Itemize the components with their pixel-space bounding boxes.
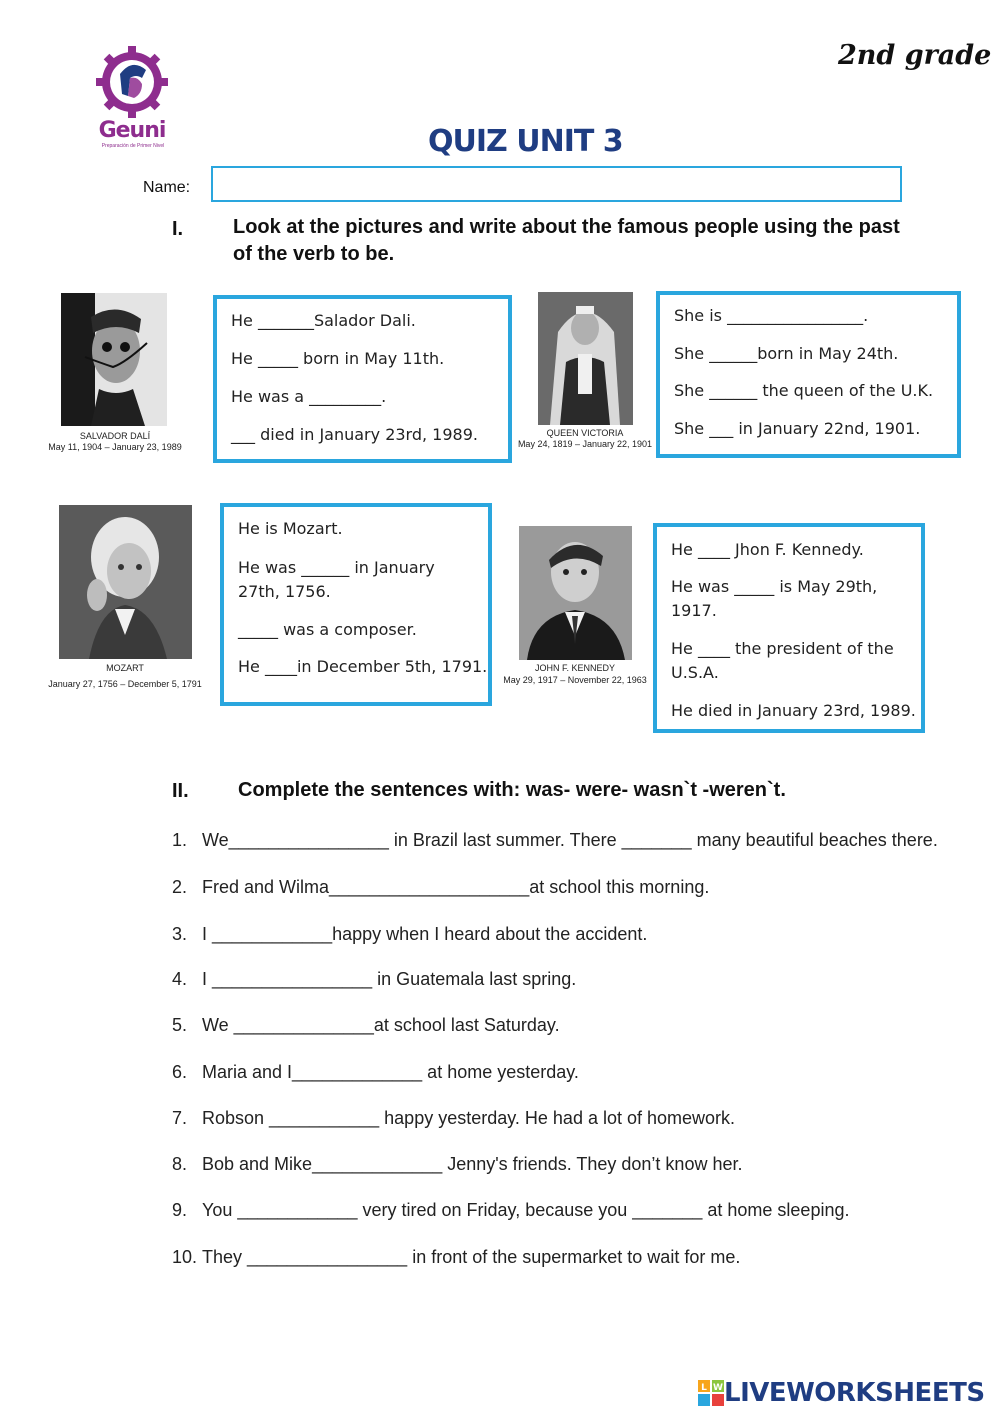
item-number: 9. (172, 1200, 188, 1220)
item-text: Maria and I_____________ at home yesterday. (202, 1062, 579, 1082)
kennedy-photo (519, 526, 632, 660)
list-item (172, 877, 709, 898)
caption-name: QUEEN VICTORIA (546, 428, 624, 438)
list-item (172, 1108, 735, 1129)
item-number: 2. (172, 877, 188, 897)
item-text: I ____________happy when I heard about the accident. (202, 924, 648, 944)
box-line: U.S.A. (671, 663, 719, 682)
box-line: _____ was a composer. (238, 620, 417, 639)
item-text: Bob and Mike_____________ Jenny's friends. They don’t know her. (202, 1154, 743, 1174)
list-item (172, 969, 576, 990)
kennedy-text-box (653, 523, 925, 733)
liveworksheets-logo[interactable] (698, 1378, 985, 1408)
item-text: I ________________ in Guatemala last spring. (202, 969, 577, 989)
page-title: QUIZ UNIT 3 (428, 124, 623, 159)
svg-text:L: L (701, 1383, 707, 1393)
caption-name: SALVADOR DALÍ (79, 431, 151, 441)
section-1-instruction: Look at the pictures and write about the famous people using the past of the verb to be. (233, 216, 900, 265)
caption-name: JOHN F. KENNEDY (534, 663, 615, 673)
svg-text:W: W (713, 1383, 723, 1393)
item-text: You ____________ very tired on Friday, because you _______ at home sleeping. (202, 1200, 850, 1220)
dali-photo (61, 293, 167, 426)
box-line: 27th, 1756. (238, 582, 331, 601)
box-line: 1917. (671, 601, 717, 620)
box-line: ___ died in January 23rd, 1989. (231, 425, 478, 444)
item-number: 6. (172, 1062, 188, 1082)
list-item (172, 1062, 579, 1083)
list-item (172, 924, 647, 945)
box-line: She is _________________. (674, 306, 869, 325)
box-line: He was ______ in January (238, 558, 435, 577)
item-number: 5. (172, 1015, 188, 1035)
box-line: He is Mozart. (238, 519, 343, 538)
gear-icon (92, 44, 172, 124)
box-line: He was a _________. (231, 387, 387, 406)
caption-dates: May 11, 1904 – January 23, 1989 (48, 442, 182, 452)
dali-text-box (213, 295, 512, 463)
box-line: He was _____ is May 29th, (671, 577, 878, 596)
box-line: She ______born in May 24th. (674, 344, 899, 363)
box-line: He ____in December 5th, 1791. (238, 657, 488, 676)
name-input[interactable] (211, 166, 902, 202)
box-line: She ______ the queen of the U.K. (674, 381, 934, 400)
item-number: 4. (172, 969, 188, 989)
name-label: Name: (143, 179, 191, 196)
logo-text: Geuni (98, 118, 166, 143)
box-line: He died in January 23rd, 1989. (671, 701, 916, 720)
queen-victoria-text-box (656, 291, 961, 458)
box-line: He _______Salador Dali. (231, 311, 416, 330)
item-text: Robson ___________ happy yesterday. He had a lot of homework. (202, 1108, 736, 1128)
queen-victoria-photo (538, 292, 633, 425)
caption-name: MOZART (106, 663, 144, 673)
list-item (172, 1154, 742, 1175)
mozart-photo (59, 505, 192, 659)
logo-subtitle: Preparación de Primer Nivel (101, 143, 165, 149)
footer-brand: LIVEWORKSHEETS (724, 1378, 985, 1408)
caption-dates: January 27, 1756 – December 5, 1791 (48, 679, 202, 689)
box-line: He _____ born in May 11th. (231, 349, 445, 368)
mozart-text-box (220, 503, 492, 706)
item-number: 1. (172, 830, 188, 850)
liveworksheets-badge-icon (698, 1380, 724, 1406)
section-2-number: II. (172, 780, 189, 802)
item-text: They ________________ in front of the supermarket to wait for me. (202, 1247, 741, 1267)
grade-label: 2nd grade (838, 40, 992, 71)
item-number: 10. (172, 1247, 198, 1267)
item-text: Fred and Wilma____________________at school this morning. (202, 877, 710, 897)
caption-dates: May 29, 1917 – November 22, 1963 (503, 675, 647, 685)
item-number: 3. (172, 924, 188, 944)
caption-dates: May 24, 1819 – January 22, 1901 (517, 439, 653, 449)
item-number: 8. (172, 1154, 188, 1174)
item-number: 7. (172, 1108, 188, 1128)
list-item (172, 1015, 560, 1036)
section-1-number: I. (172, 218, 184, 240)
list-item (172, 1200, 849, 1221)
section-2-instruction: Complete the sentences with: was- were- wasn`t -weren`t. (238, 779, 786, 801)
list-item (172, 830, 938, 851)
box-line: He ____ Jhon F. Kennedy. (671, 540, 864, 559)
box-line: He ____ the president of the (671, 639, 894, 658)
item-text: We ______________at school last Saturday. (202, 1015, 560, 1035)
list-item (172, 1247, 740, 1268)
item-text: We________________ in Brazil last summer. There _______ many beautiful beaches there. (202, 830, 938, 850)
box-line: She ___ in January 22nd, 1901. (674, 419, 921, 438)
